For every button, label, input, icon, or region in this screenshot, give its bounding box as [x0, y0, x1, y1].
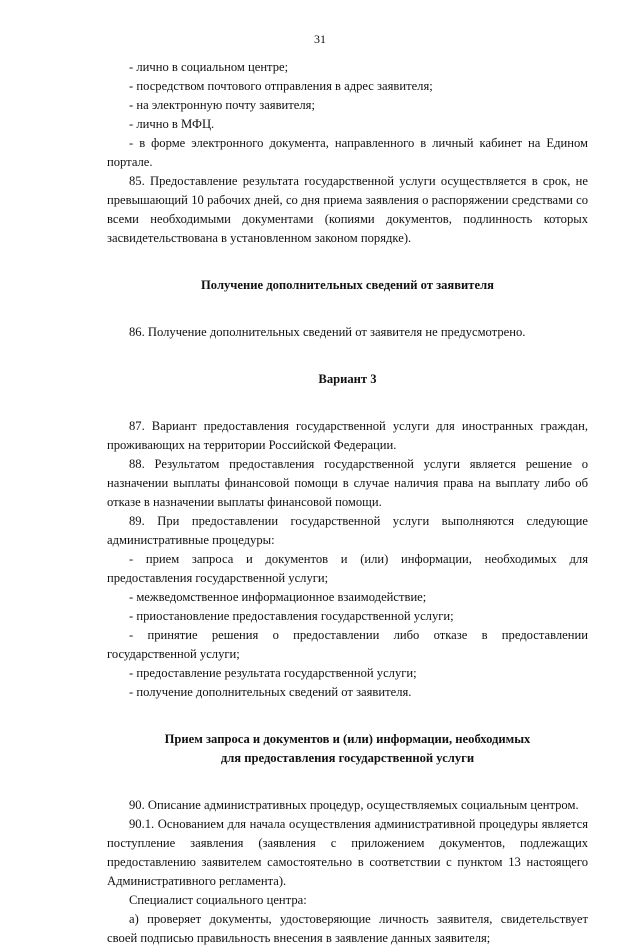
paragraph-90: 90. Описание административных процедур, осуществляемых социальным центром. — [129, 798, 579, 812]
paragraph-89: 89. При предоставлении государственной услуги выполняются следующие административные процедуры: — [107, 514, 588, 547]
paragraph-90-1: 90.1. Основанием для начала осуществления административной процедуры является поступление заявления (заявления с приложением документов, подлежащих предоставлению заявителем самостоятельно в соответствии с пунктом 13 настоящего Административного регламента). — [107, 817, 588, 888]
list-item: а) проверяет документы, удостоверяющие личность заявителя, свидетельствует своей подписью правильность внесения в заявление данных заявителя; — [107, 912, 588, 945]
paragraph-85: 85. Предоставление результата государственной услуги осуществляется в срок, не превышающий 10 рабочих дней, со дня приема заявления о распоряжении средствами со всеми необходимыми документами (копиями документов, подлинность которых засвидетельствована в установленном законом порядке). — [107, 174, 588, 245]
list-item: - межведомственное информационное взаимодействие; — [129, 590, 427, 604]
list-item: - приостановление предоставления государственной услуги; — [129, 609, 454, 623]
paragraph-86: 86. Получение дополнительных сведений от заявителя не предусмотрено. — [129, 325, 526, 339]
list-item: - лично в социальном центре; — [129, 60, 289, 74]
list-item: - в форме электронного документа, направленного в личный кабинет на Едином портале. — [107, 136, 588, 169]
page-number: 31 — [314, 32, 326, 46]
list-item: - на электронную почту заявителя; — [129, 98, 315, 112]
list-item: - принятие решения о предоставлении либо отказе в предоставлении государственной услуги; — [107, 628, 588, 661]
paragraph-87: 87. Вариант предоставления государственной услуги для иностранных граждан, проживающих на территории Российской Федерации. — [107, 419, 588, 452]
specialist-label: Специалист социального центра: — [129, 893, 307, 907]
section-heading-line-2: для предоставления государственной услуги — [220, 751, 475, 765]
section-heading-line-1: Прием запроса и документов и (или) информации, необходимых — [164, 732, 531, 746]
variant-heading: Вариант 3 — [318, 372, 377, 386]
list-item: - прием запроса и документов и (или) информации, необходимых для предоставления государственной услуги; — [107, 552, 588, 585]
list-item: - лично в МФЦ. — [129, 117, 215, 131]
list-item: - посредством почтового отправления в адрес заявителя; — [129, 79, 433, 93]
document-body — [107, 58, 588, 948]
paragraph-88: 88. Результатом предоставления государственной услуги является решение о назначении выплаты финансовой помощи в случае наличия права на выплату либо об отказе в назначении выплаты финансовой помощи. — [107, 457, 588, 509]
list-item: - предоставление результата государственной услуги; — [129, 666, 417, 680]
list-item: - получение дополнительных сведений от заявителя. — [129, 685, 412, 699]
section-heading: Получение дополнительных сведений от заявителя — [201, 278, 494, 292]
